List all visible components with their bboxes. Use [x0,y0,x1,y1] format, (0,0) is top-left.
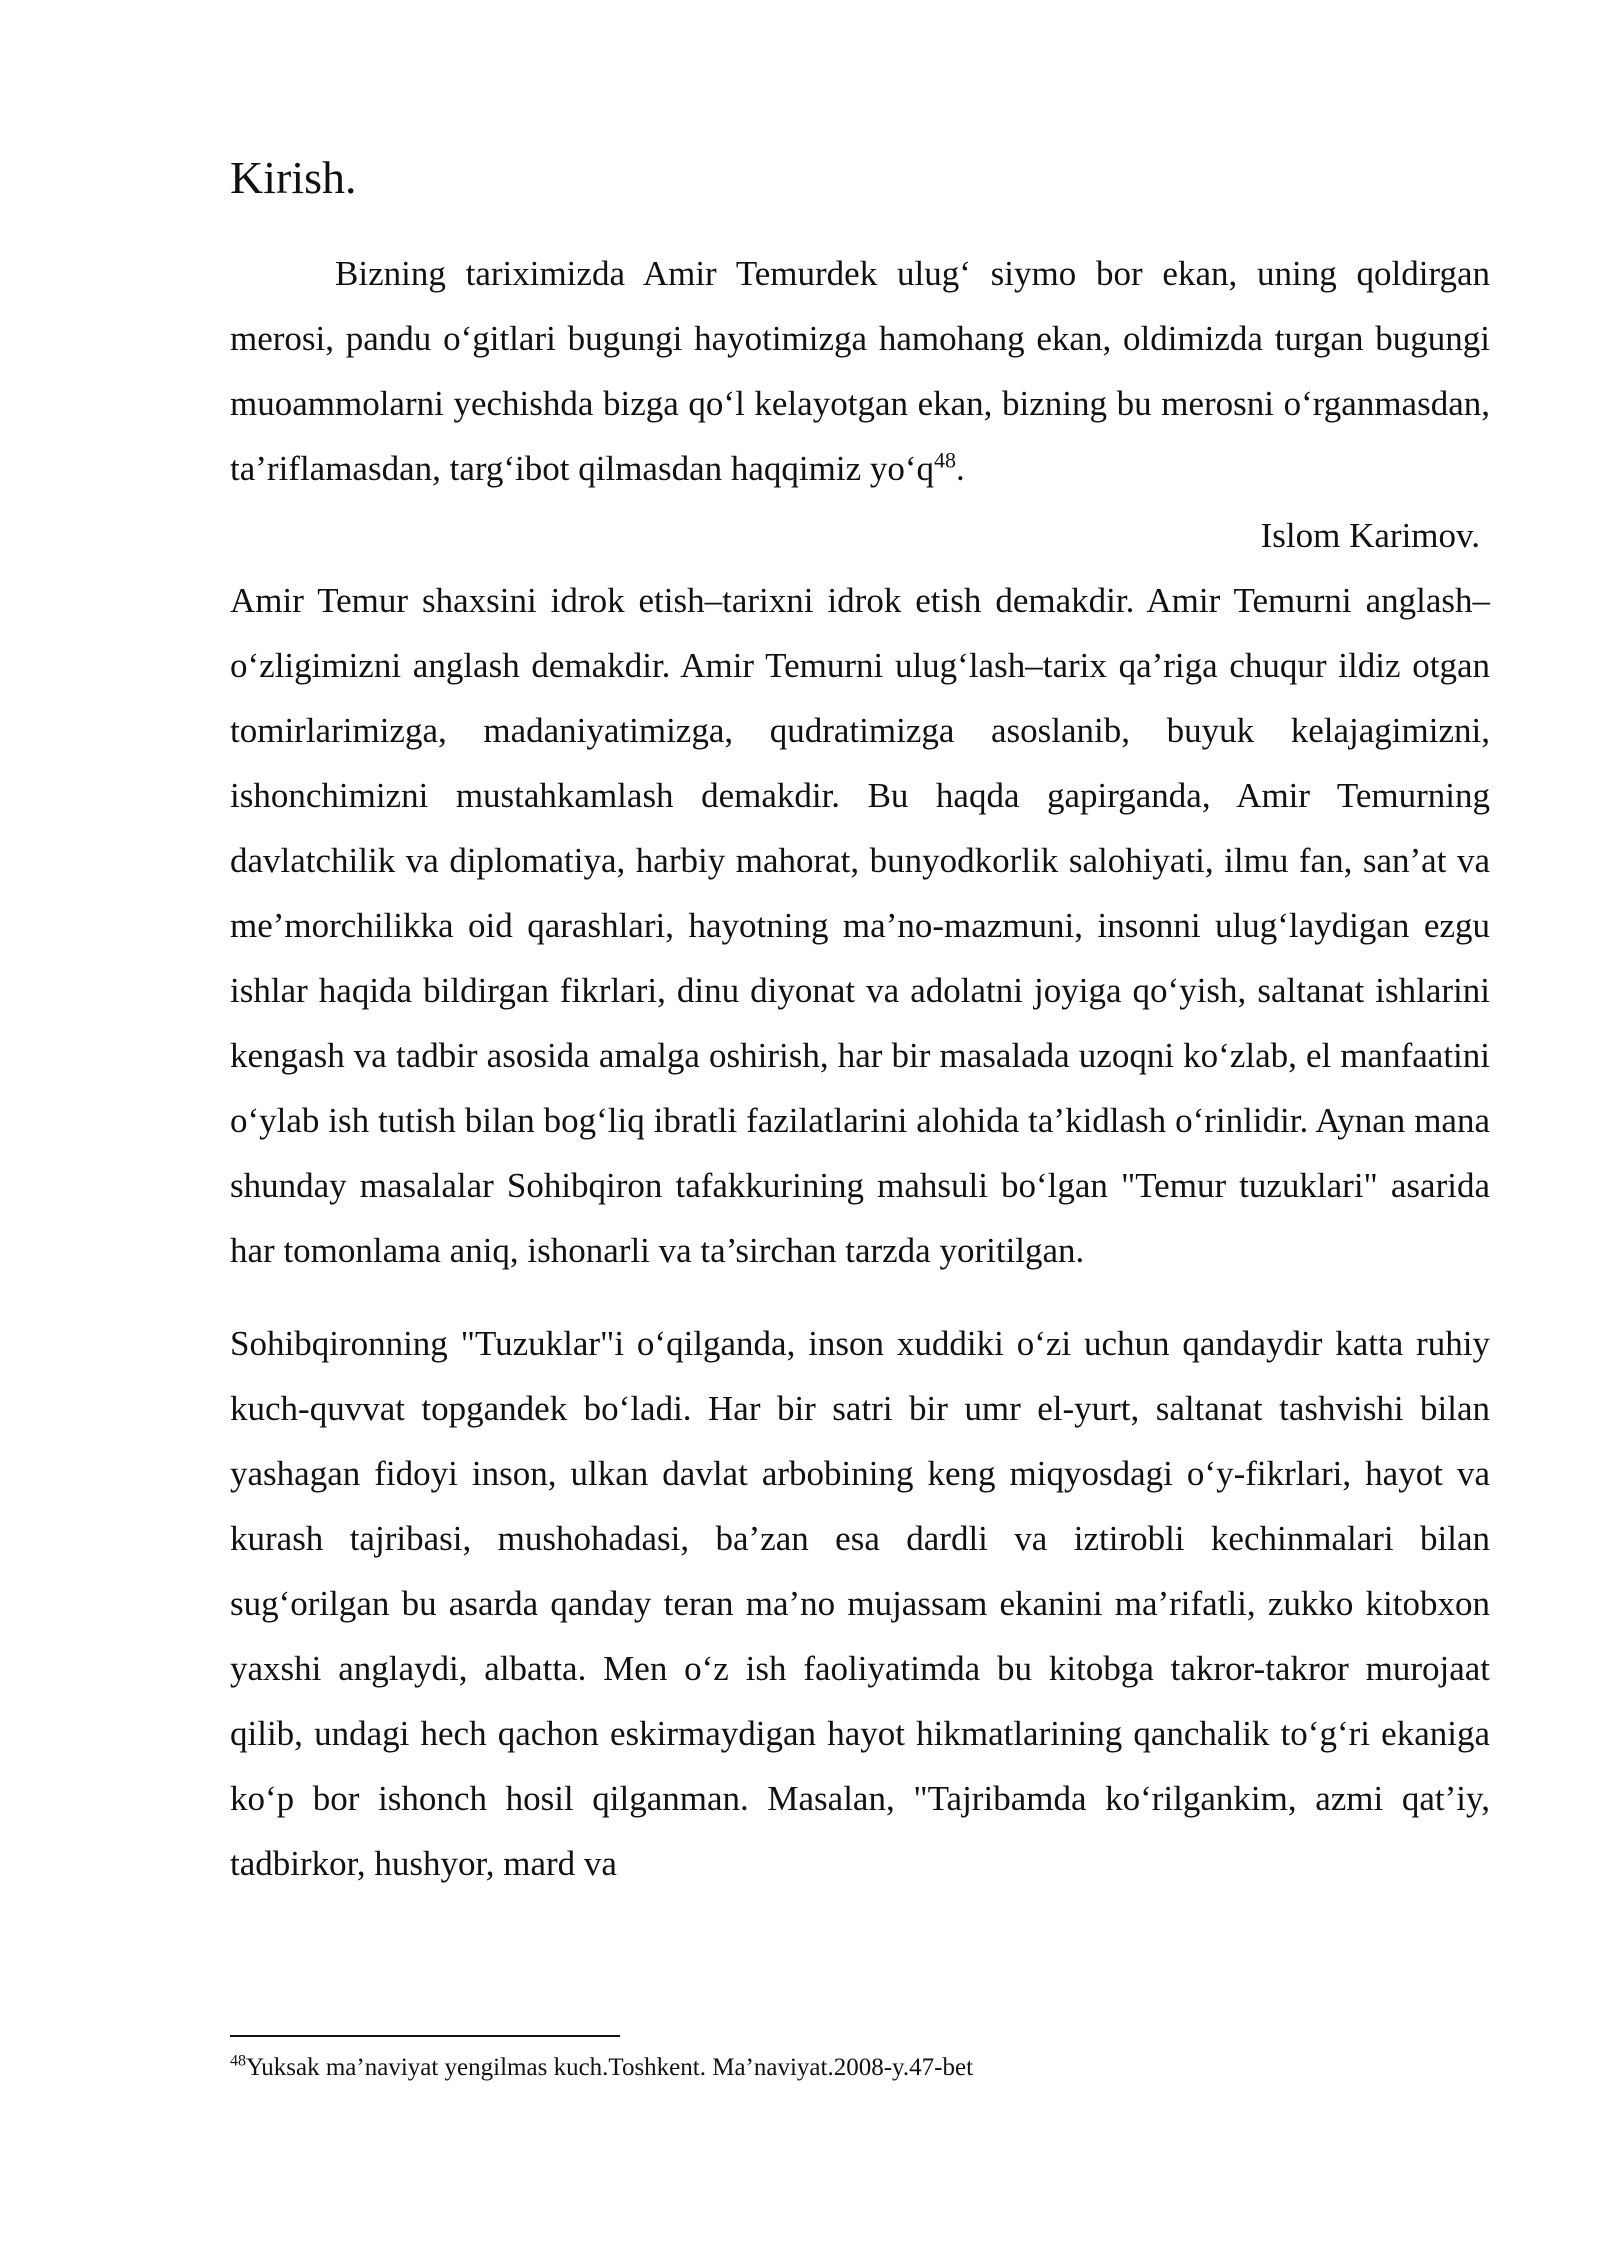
footnote-text: Yuksak ma’naviyat yengilmas kuch.Toshkent. Ma’naviyat.2008-y.47-bet [246,2054,974,2081]
section-heading: Kirish. [230,152,357,203]
footnote-reference[interactable]: 48 [934,447,957,473]
epigraph-author: Islom Karimov. [1260,516,1480,556]
epigraph-text: Bizning tariximizda Amir Temurdek ulug‘ siymo bor ekan, uning qoldirgan merosi, pandu o‘gitlari bugungi hayotimizga hamohang ekan, oldimizda turgan bugungi muoammolarni yechishda bizga qo‘l kelayotgan ekan, bizning bu merosni o‘rganmasdan, ta’riflamasdan, targ‘ibot qilmasdan haqqimiz yo‘q [230,254,1490,489]
footnote [230,2050,973,2086]
body-paragraph-1: Amir Temur shaxsini idrok etish–tarixni idrok etish demakdir. Amir Temurni anglash–o‘zligimizni anglash demakdir. Amir Temurni ulug‘lash–tarix qa’riga chuqur ildiz otgan tomirlarimizga, madaniyatimizga, qudratimizga asoslanib, buyuk kelajagimizni, ishonchimizni mustahkamlash demakdir. Bu haqda gapirganda, Amir Temurning davlatchilik va diplomatiya, harbiy mahorat, bunyodkorlik salohiyati, ilmu fan, san’at va me’morchilikka oid qarashlari, hayotning ma’no-mazmuni, insonni ulug‘laydigan ezgu ishlar haqida bildirgan fikrlari, dinu diyonat va adolatni joyiga qo‘yish, saltanat ishlarini kengash va tadbir asosida amalga oshirish, har bir masalada uzoqni ko‘zlab, el manfaatini o‘ylab ish tutish bilan bog‘liq ibratli fazilatlarini alohida ta’kidlash o‘rinlidir. Aynan mana shunday masalalar Sohibqiron tafakkurining mahsuli bo‘lgan "Temur tuzuklari" asarida har tomonlama aniq, ishonarli va ta’sirchan tarzda yoritilgan. [230,581,1490,1271]
footnote-number: 48 [230,2052,246,2070]
epigraph-quote [230,241,1490,501]
epigraph-end: . [956,449,965,489]
footnote-separator [230,2035,620,2037]
body-paragraph-2: Sohibqironning "Tuzuklar"i o‘qilganda, inson xuddiki o‘zi uchun qandaydir katta ruhiy kuch-quvvat topgandek bo‘ladi. Har bir satri bir umr el-yurt, saltanat tashvishi bilan yashagan fidoyi inson, ulkan davlat arbobining keng miqyosdagi o‘y-fikrlari, hayot va kurash tajribasi, mushohadasi, ba’zan esa dardli va iztirobli kechinmalari bilan sug‘orilgan bu asarda qanday teran ma’no mujassam ekanini ma’rifatli, zukko kitobxon yaxshi anglaydi, albatta. Men o‘z ish faoliyatimda bu kitobga takror-takror murojaat qilib, undagi hech qachon eskirmaydigan hayot hikmatlarining qanchalik to‘g‘ri ekaniga ko‘p bor ishonch hosil qilganman. Masalan, "Tajribamda ko‘rilgankim, azmi qat’iy, tadbirkor, hushyor, mard va [230,1324,1490,1884]
document-body [230,150,1490,1896]
